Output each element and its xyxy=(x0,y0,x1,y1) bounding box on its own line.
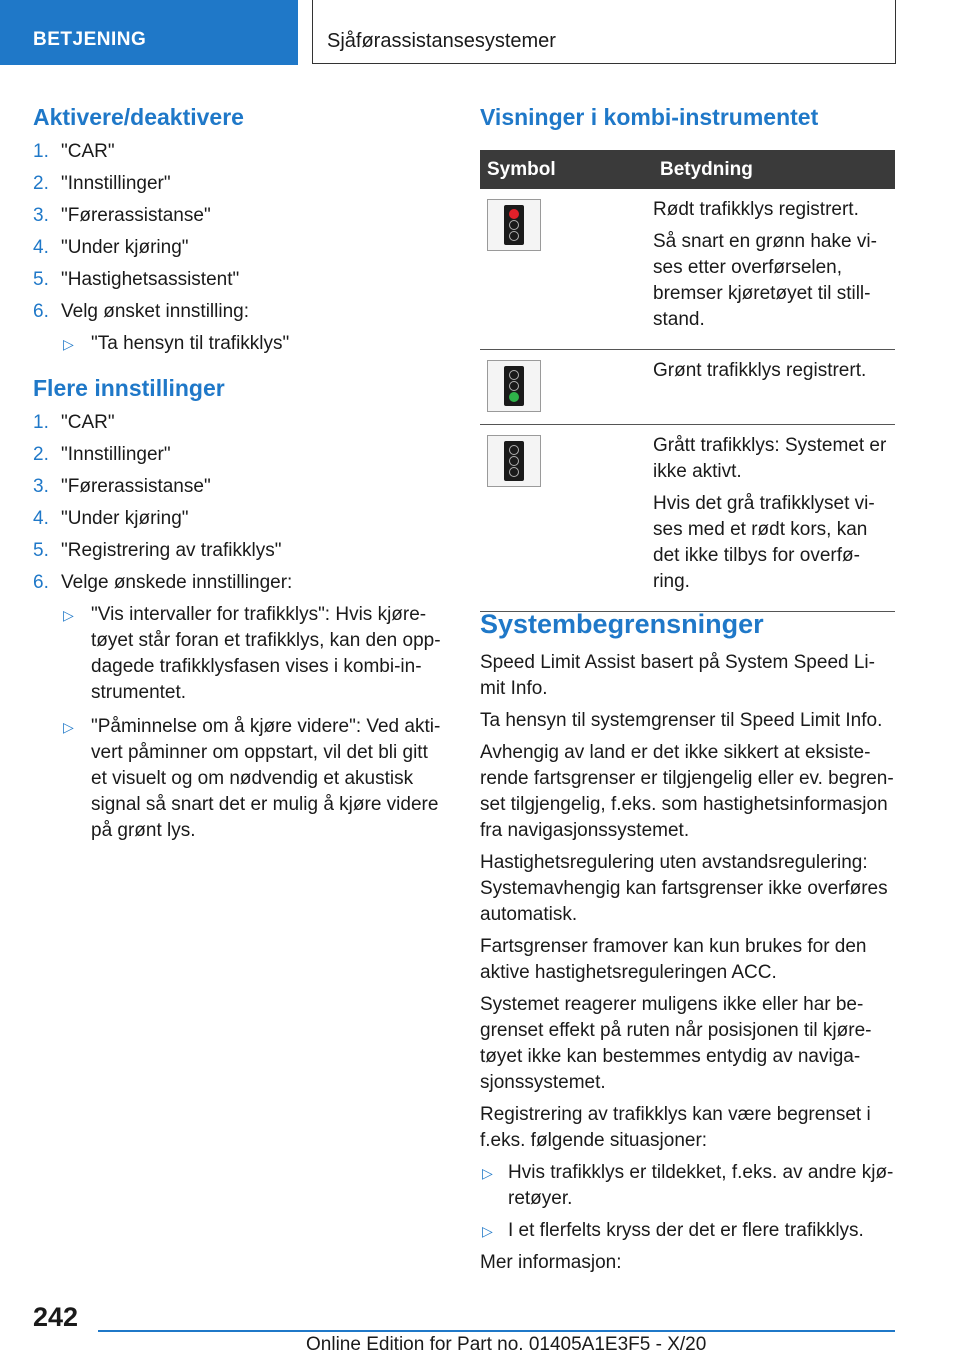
limits-section xyxy=(480,609,898,1282)
paragraph: Speed Limit Assist basert på System Speed Li-mit Info. xyxy=(480,652,875,699)
page-number: 242 xyxy=(33,1302,79,1332)
paragraph: Ta hensyn til systemgrenser til Speed Limit Info. xyxy=(480,710,883,731)
paragraph: Registrering av trafikklys kan være begrenset i f.eks. følgende situasjoner: xyxy=(480,1104,871,1151)
table-row: Rødt trafikklys registrert. Så snart en grønn hake vi-ses etter overførselen, bremser kjøretøyet til still-stand. xyxy=(480,189,895,350)
footer-divider xyxy=(98,1330,895,1332)
list-item: ▷ I et flerfelts kryss der det er flere trafikklys. xyxy=(480,1218,898,1244)
col-symbol: Symbol xyxy=(480,150,653,189)
list-item: 1. "CAR" xyxy=(33,141,115,162)
heading-more-settings: Flere innstillinger xyxy=(33,375,225,401)
list-item: 5. "Hastighetsassistent" xyxy=(33,269,240,290)
list-item: 1. "CAR" xyxy=(33,412,115,433)
list-item: 4. "Under kjøring" xyxy=(33,237,189,258)
col-meaning: Betydning xyxy=(653,150,895,189)
left-column xyxy=(33,104,443,852)
section-tab xyxy=(0,0,298,65)
heading-displays: Visninger i kombi-instrumentet xyxy=(480,104,819,130)
edition-footer: Online Edition for Part no. 01405A1E3F5 - X/20 xyxy=(306,1334,707,1355)
list-item: 5. "Registrering av trafikklys" xyxy=(33,540,282,561)
symbol-table xyxy=(480,150,895,612)
table-header xyxy=(480,150,895,189)
paragraph: Fartsgrenser framover kan kun brukes for den aktive hastighetsreguleringen ACC. xyxy=(480,936,867,983)
sub-item: ▷ "Ta hensyn til trafikklys" xyxy=(33,331,443,357)
table-row: Grønt trafikklys registrert. xyxy=(480,350,895,425)
bullet-triangle-icon: ▷ xyxy=(63,607,74,623)
more-info: Mer informasjon: xyxy=(480,1252,622,1273)
steps-activate xyxy=(33,139,443,325)
section-label: BETJENING xyxy=(33,29,147,50)
list-item: 6. Velg ønsket innstilling: xyxy=(33,301,249,322)
bullet-triangle-icon: ▷ xyxy=(63,336,74,352)
bullet-triangle-icon: ▷ xyxy=(482,1165,493,1181)
sub-item: ▷ "Påminnelse om å kjøre videre": Ved akti-vert påminner om oppstart, vil det bli gitt et visuelt og om nødvendig et akustisk signal så snart det er mulig å kjøre videre på grønt lys. xyxy=(63,716,441,841)
chapter-header xyxy=(312,0,896,64)
paragraph: Avhengig av land er det ikke sikkert at eksiste-rende fartsgrenser er tilgjengelig eller ev. begren-set tilgjengelig, f.eks. som hastighetsinformasjon fra navigasjonssystemet. xyxy=(480,742,894,841)
traffic-light-red-icon xyxy=(487,199,541,251)
list-item: 2. "Innstillinger" xyxy=(33,173,171,194)
heading-activate: Aktivere/deaktivere xyxy=(33,104,244,130)
list-item: 2. "Innstillinger" xyxy=(33,444,171,465)
traffic-light-green-icon xyxy=(487,360,541,412)
chapter-title: Sjåførassistansesystemer xyxy=(327,30,556,52)
traffic-light-grey-icon xyxy=(487,435,541,487)
table-row: Grått trafikklys: Systemet er ikke aktivt. Hvis det grå trafikklyset vi-ses med et rødt kors, kan det ikke tilbys for overfø-ring. xyxy=(480,425,895,612)
list-item: 3. "Førerassistanse" xyxy=(33,476,211,497)
list-item: 6. Velge ønskede innstillinger: xyxy=(33,572,293,593)
list-item: 4. "Under kjøring" xyxy=(33,508,189,529)
list-item: ▷ Hvis trafikklys er tildekket, f.eks. av andre kjø-retøyer. xyxy=(482,1162,894,1209)
paragraph: Systemet reagerer muligens ikke eller har be-grenset effekt på ruten når posisjonen til kjøre-tøyet ikke kan bestemmes entydig av naviga-sjonssystemet. xyxy=(480,994,872,1093)
paragraph: Hastighetsregulering uten avstandsregulering: Systemavhengig kan fartsgrenser ikke overføres automatisk. xyxy=(480,852,888,925)
heading-limits: Systembegrensninger xyxy=(480,609,764,639)
steps-more-settings xyxy=(33,410,443,596)
bullet-triangle-icon: ▷ xyxy=(63,719,74,735)
sub-item: ▷ "Vis intervaller for trafikklys": Hvis kjøre-tøyet står foran et trafikklys, kan den opp-dagede trafikklysfasen vises i kombi-in-strumentet. xyxy=(63,604,441,703)
list-item: 3. "Førerassistanse" xyxy=(33,205,211,226)
bullet-triangle-icon: ▷ xyxy=(482,1223,493,1239)
